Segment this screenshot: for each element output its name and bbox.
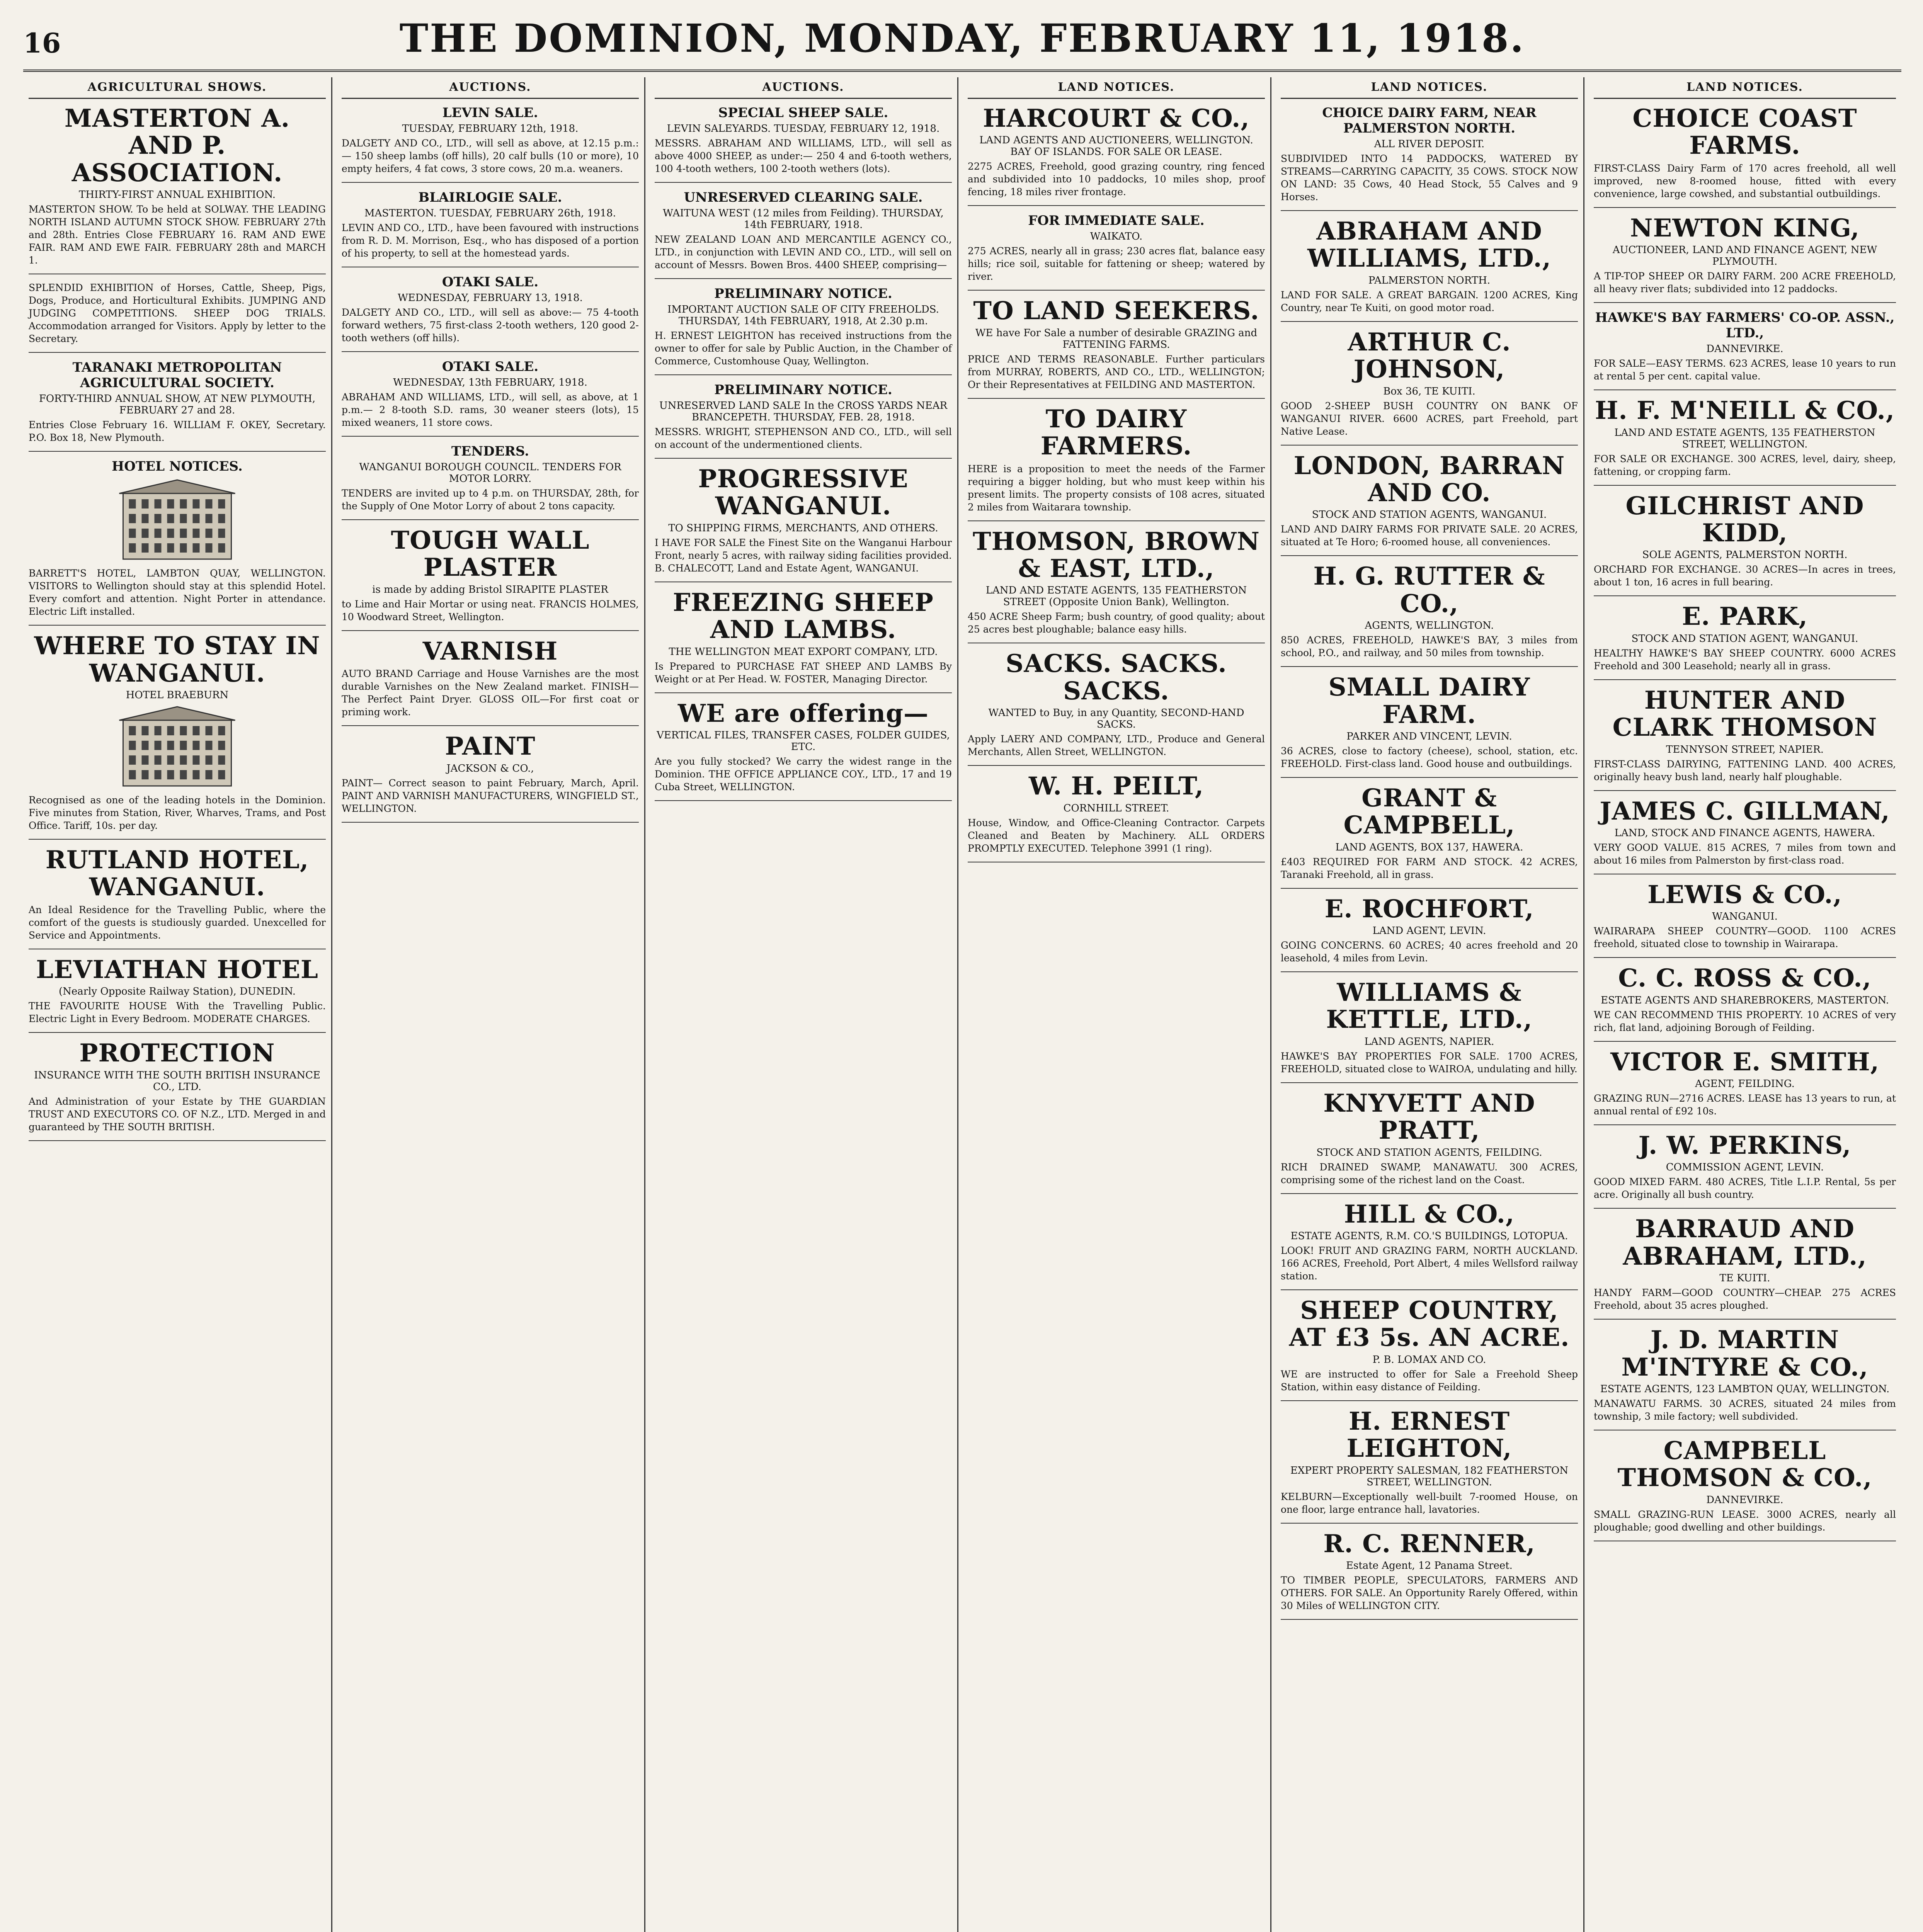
divider [1281, 777, 1578, 778]
ad-body: KELBURN—Exceptionally well-built 7-roomed House, on one floor, large entrance hall, lavatories. [1281, 1491, 1578, 1515]
ad-title: THOMSON, BROWN & EAST, LTD., [972, 527, 1260, 583]
advertisement [1594, 493, 1896, 597]
divider [1594, 790, 1896, 791]
divider [1281, 971, 1578, 972]
ad-title: BARRAUD AND ABRAHAM, LTD., [1623, 1214, 1867, 1271]
ad-body: HAWKE'S BAY PROPERTIES FOR SALE. 1700 ACRES, FREEHOLD, situated close to WAIROA, undulating and hilly. [1281, 1050, 1578, 1075]
ad-subtitle: LAND AND ESTATE AGENTS, 135 FEATHERSTON STREET, WELLINGTON. [1614, 427, 1875, 450]
advertisement [1281, 452, 1578, 556]
ad-body: FOR SALE OR EXCHANGE. 300 ACRES, level, dairy, sheep, fattening, or cropping farm. [1594, 453, 1896, 477]
ad-subtitle: AGENTS, WELLINGTON. [1365, 620, 1494, 632]
ad-title: WHERE TO STAY IN WANGANUI. [34, 631, 320, 688]
divider [968, 290, 1265, 291]
divider [1281, 888, 1578, 889]
ad-body: 275 ACRES, nearly all in grass; 230 acres flat, balance easy hills; rice soil, suitable for fattening or sheep; watered by river. [968, 245, 1265, 282]
ad-body: And Administration of your Estate by THE GUARDIAN TRUST AND EXECUTORS CO. OF N.Z., LTD. Merged in and guaranteed by THE SOUTH BRITISH. [29, 1095, 326, 1133]
ad-title: KNYVETT AND PRATT, [1323, 1088, 1535, 1145]
ad-title: SHEEP COUNTRY, AT £3 5s. AN ACRE. [1289, 1296, 1570, 1352]
advertisement [1594, 1437, 1896, 1541]
ad-body: 2275 ACRES, Freehold, good grazing country, ring fenced and subdivided into 10 paddocks, 10 miles shop, proof fencing, 18 miles river frontage. [968, 161, 1265, 198]
ad-body: An Ideal Residence for the Travelling Public, where the comfort of the guests is studiously guarded. Unexcelled for Service and Appointments. [29, 904, 326, 941]
ad-title: TENDERS. [451, 444, 529, 459]
advertisement [1281, 1201, 1578, 1290]
ad-title: PAINT [445, 732, 536, 761]
ad-title: SACKS. SACKS. SACKS. [1006, 649, 1227, 706]
ad-title: BLAIRLOGIE SALE. [418, 190, 562, 205]
ad-subtitle: CORNHILL STREET. [1063, 802, 1169, 814]
ad-title: MASTERTON A. AND P. ASSOCIATION. [64, 104, 290, 187]
ad-body: LEVIN AND CO., LTD., have been favoured with instructions from R. D. M. Morrison, Esq., who has disposed of a portion of his property, to sell at the homestead yards. [342, 222, 639, 259]
ad-subtitle: P. B. LOMAX AND CO. [1372, 1354, 1486, 1366]
columns [23, 77, 1901, 1932]
ad-title: HARCOURT & CO., [983, 104, 1250, 133]
advertisement [29, 956, 326, 1033]
ad-body: THE FAVOURITE HOUSE With the Travelling Public. Electric Light in Every Bedroom. MODERATE CHARGES. [29, 1000, 326, 1025]
advertisement [1281, 1090, 1578, 1194]
divider [655, 278, 952, 279]
advertisement [1594, 965, 1896, 1041]
ad-title: TO DAIRY FARMERS. [1040, 404, 1192, 461]
ad-subtitle: WEDNESDAY, FEBRUARY 13, 1918. [398, 292, 583, 304]
advertisement [29, 105, 326, 274]
column-2 [336, 77, 645, 1932]
advertisement [655, 382, 952, 459]
advertisement [1281, 105, 1578, 211]
divider [1281, 1193, 1578, 1194]
advertisement [342, 638, 639, 726]
ad-title: CHOICE DAIRY FARM, NEAR PALMERSTON NORTH. [1322, 105, 1537, 136]
ad-body: ORCHARD FOR EXCHANGE. 30 ACRES—In acres in trees, about 1 ton, 16 acres in full bearing. [1594, 564, 1896, 588]
divider [1594, 1124, 1896, 1125]
ad-body: NEW ZEALAND LOAN AND MERCANTILE AGENCY CO., LTD., in conjunction with LEVIN AND CO., LTD., will sell on account of Messrs. Bowen Bros. 4400 SHEEP, comprising— [655, 234, 952, 270]
ad-body: HEALTHY HAWKE'S BAY SHEEP COUNTRY. 6000 ACRES Freehold and 300 Leasehold; nearly all in grass. [1594, 647, 1896, 672]
ad-body: BARRETT'S HOTEL, LAMBTON QUAY, WELLINGTON. VISITORS to Wellington should stay at this splendid Hotel. Every comfort and attention. Night Porter in attendance. Electric Lift installed. [29, 568, 326, 617]
divider [342, 436, 639, 437]
ad-subtitle: STOCK AND STATION AGENTS, WANGANUI. [1312, 509, 1547, 521]
ad-subtitle: LAND, STOCK AND FINANCE AGENTS, HAWERA. [1614, 827, 1875, 839]
divider [29, 839, 326, 840]
divider [655, 692, 952, 693]
ad-body: PAINT— Correct season to paint February, March, April. PAINT AND VARNISH MANUFACTURERS, WINGFIELD ST., WELLINGTON. [342, 777, 639, 814]
divider [1281, 555, 1578, 556]
advertisement [1594, 798, 1896, 874]
ad-body: WE CAN RECOMMEND THIS PROPERTY. 10 ACRES of very rich, flat land, adjoining Borough of Feilding. [1594, 1009, 1896, 1033]
ad-subtitle: STOCK AND STATION AGENTS, FEILDING. [1316, 1146, 1542, 1158]
column-heading: LAND NOTICES. [1281, 77, 1578, 99]
ad-body: LAND FOR SALE. A GREAT BARGAIN. 1200 ACRES, King Country, near Te Kuiti, on good motor road. [1281, 289, 1578, 313]
advertisement [655, 105, 952, 183]
advertisement [29, 459, 326, 626]
column-heading: LAND NOTICES. [968, 77, 1265, 99]
advertisement [968, 105, 1265, 206]
divider [342, 725, 639, 726]
advertisement [655, 286, 952, 375]
ad-body: FIRST-CLASS Dairy Farm of 170 acres freehold, all well improved, new 8-roomed house, fitted with every convenience, large cowshed, and substantial outbuildings. [1594, 162, 1896, 199]
ad-body: 450 ACRE Sheep Farm; bush country, of good quality; about 25 acres best ploughable; balance easy hills. [968, 611, 1265, 635]
advertisement [968, 773, 1265, 862]
ad-subtitle: is made by adding Bristol SIRAPITE PLASTER [372, 583, 608, 595]
ad-body: HERE is a proposition to meet the needs of the Farmer requiring a bigger holding, but who must keep within his present limits. The property consists of 108 acres, situated 2 miles from Waitarara township. [968, 463, 1265, 513]
ad-body: H. ERNEST LEIGHTON has received instructions from the owner to offer for sale by Public Auction, in the Chamber of Commerce, Customhouse Quay, Wellington. [655, 330, 952, 367]
ad-subtitle: Estate Agent, 12 Panama Street. [1346, 1560, 1513, 1571]
ad-subtitle: AUCTIONEER, LAND AND FINANCE AGENT, NEW PLYMOUTH. [1612, 244, 1877, 268]
divider [655, 800, 952, 801]
ad-title: OTAKI SALE. [442, 274, 539, 290]
column-heading: LAND NOTICES. [1594, 77, 1896, 99]
column-5 [1275, 77, 1584, 1932]
ad-subtitle: WANGANUI BOROUGH COUNCIL. TENDERS FOR MOTOR LORRY. [359, 461, 621, 485]
advertisement [1594, 1049, 1896, 1125]
advertisement [29, 1040, 326, 1141]
divider [29, 1032, 326, 1033]
ad-title: CHOICE COAST FARMS. [1632, 104, 1857, 160]
ad-body: GRAZING RUN—2716 ACRES. LEASE has 13 years to run, at annual rental of £92 10s. [1594, 1093, 1896, 1117]
ad-title: PROGRESSIVE WANGANUI. [698, 464, 909, 521]
ad-title: HOTEL NOTICES. [112, 459, 243, 474]
ad-body: MESSRS. ABRAHAM AND WILLIAMS, LTD., will sell as above 4000 SHEEP, as under:— 250 4 and 6-tooth wethers, 100 4-tooth wethers, 100 2-tooth wethers (lots). [655, 138, 952, 174]
divider [1594, 1208, 1896, 1209]
ad-title: WE are offering— [678, 699, 929, 728]
advertisement [1281, 1531, 1578, 1620]
divider [1281, 321, 1578, 322]
ad-body: DALGETY AND CO., LTD., will sell as above, at 12.15 p.m.:— 150 sheep lambs (off hills), 20 calf bulls (10 or more), 10 empty heifers, 4 fat cows, 3 store cows, 20 m.a. weaners. [342, 138, 639, 174]
ad-subtitle: WE have For Sale a number of desirable GRAZING and FATTENING FARMS. [975, 327, 1258, 350]
ad-title: H. F. M'NEILL & CO., [1595, 396, 1895, 425]
divider [29, 625, 326, 626]
advertisement [1594, 687, 1896, 791]
ad-title: LONDON, BARRAN AND CO. [1293, 451, 1565, 507]
ad-subtitle: INSURANCE WITH THE SOUTH BRITISH INSURANCE CO., LTD. [34, 1069, 320, 1093]
ad-subtitle: WEDNESDAY, 13th FEBRUARY, 1918. [393, 377, 587, 388]
ad-body: LAND AND DAIRY FARMS FOR PRIVATE SALE. 20 ACRES, situated at Te Horo; 6-roomed house, all conveniences. [1281, 524, 1578, 548]
divider [968, 765, 1265, 766]
column-heading: AUCTIONS. [655, 77, 952, 99]
hotel-building-illustration [29, 705, 326, 790]
ad-subtitle: AGENT, FEILDING. [1695, 1078, 1795, 1090]
ad-body: GOOD MIXED FARM. 480 ACRES, Title L.I.P. Rental, 5s per acre. Originally all bush country. [1594, 1176, 1896, 1201]
ad-body: TENDERS are invited up to 4 p.m. on THURSDAY, 28th, for the Supply of One Motor Lorry of about 2 tons capacity. [342, 488, 639, 512]
newspaper-title: THE DOMINION, MONDAY, FEBRUARY 11, 1918. [399, 15, 1525, 61]
ad-body: 850 ACRES, FREEHOLD, HAWKE'S BAY, 3 miles from school, P.O., and railway, and 50 miles from township. [1281, 634, 1578, 659]
divider [1281, 666, 1578, 667]
ad-title: WILLIAMS & KETTLE, LTD., [1326, 978, 1533, 1034]
ad-subtitle: WANTED to Buy, in any Quantity, SECOND-HAND SACKS. [988, 707, 1244, 731]
ad-title: LEVIN SALE. [442, 105, 538, 121]
divider [342, 822, 639, 823]
column-3 [649, 77, 958, 1932]
ad-title: LEWIS & CO., [1647, 880, 1842, 909]
divider [655, 182, 952, 183]
advertisement [655, 466, 952, 582]
divider [1281, 1289, 1578, 1290]
divider [1594, 1319, 1896, 1320]
advertisement [1281, 785, 1578, 889]
advertisement [29, 360, 326, 452]
advertisement [342, 527, 639, 631]
ad-title: PRELIMINARY NOTICE. [714, 286, 892, 301]
page-number: 16 [23, 27, 61, 59]
divider [968, 398, 1265, 399]
ad-title: VICTOR E. SMITH, [1610, 1047, 1880, 1077]
ad-body: ABRAHAM AND WILLIAMS, LTD., will sell, as above, at 1 p.m.— 2 8-tooth S.D. rams, 30 weaner steers (lots), 15 mixed weaners, 11 store cows. [342, 391, 639, 428]
advertisement [342, 359, 639, 437]
advertisement [968, 528, 1265, 644]
advertisement [1594, 1327, 1896, 1430]
ad-body: £403 REQUIRED FOR FARM AND STOCK. 42 ACRES, Taranaki Freehold, all in grass. [1281, 856, 1578, 880]
advertisement [655, 700, 952, 801]
ad-subtitle: FORTY-THIRD ANNUAL SHOW, AT NEW PLYMOUTH, FEBRUARY 27 and 28. [39, 393, 316, 417]
ad-title: TO LAND SEEKERS. [973, 296, 1259, 326]
ad-subtitle: STOCK AND STATION AGENT, WANGANUI. [1631, 633, 1858, 645]
ad-title: LEVIATHAN HOTEL [36, 955, 318, 984]
ad-subtitle: IMPORTANT AUCTION SALE OF CITY FREEHOLDS. THURSDAY, 14th FEBRUARY, 1918, At 2.30 p.m. [667, 304, 939, 327]
divider [968, 205, 1265, 206]
advertisement [1281, 563, 1578, 667]
ad-title: TARANAKI METROPOLITAN AGRICULTURAL SOCIETY. [72, 360, 282, 391]
ad-body: SPLENDID EXHIBITION of Horses, Cattle, Sheep, Pigs, Dogs, Produce, and Horticultural Exhibits. JUMPING AND JUDGING COMPETITIONS. SHEEP DOG TRIALS. Accommodation arranged for Visitors. Apply by letter to the Secretary. [29, 282, 326, 345]
divider [655, 458, 952, 459]
ad-title: VARNISH [422, 636, 558, 666]
ad-subtitle: SOLE AGENTS, PALMERSTON NORTH. [1642, 549, 1848, 561]
ad-title: R. C. RENNER, [1323, 1529, 1535, 1558]
masthead [23, 12, 1901, 72]
advertisement [1281, 218, 1578, 322]
advertisement [342, 105, 639, 183]
ad-title: FREEZING SHEEP AND LAMBS. [673, 588, 934, 645]
divider [968, 520, 1265, 521]
advertisement [1594, 1132, 1896, 1209]
ad-body: House, Window, and Office-Cleaning Contractor. Carpets Cleaned and Beaten by Machinery. ALL ORDERS PROMPTLY EXECUTED. Telephone 3991 (1 ring). [968, 817, 1265, 854]
ad-subtitle: TE KUITI. [1719, 1272, 1770, 1284]
advertisement [1594, 603, 1896, 680]
column-6 [1588, 77, 1901, 1932]
ad-body: TO TIMBER PEOPLE, SPECULATORS, FARMERS AND OTHERS. FOR SALE. An Opportunity Rarely Offered, within 30 Miles of WELLINGTON CITY. [1281, 1574, 1578, 1611]
ad-subtitle: VERTICAL FILES, TRANSFER CASES, FOLDER GUIDES, ETC. [657, 729, 950, 753]
ad-title: CAMPBELL THOMSON & CO., [1617, 1436, 1872, 1493]
divider [342, 182, 639, 183]
advertisement [655, 589, 952, 693]
ad-body: MESSRS. WRIGHT, STEPHENSON AND CO., LTD., will sell on account of the undermentioned clients. [655, 426, 952, 450]
ad-subtitle: LAND AGENTS, NAPIER. [1364, 1036, 1494, 1048]
ad-subtitle: HOTEL BRAEBURN [126, 689, 229, 701]
divider [1281, 1400, 1578, 1401]
ad-title: HUNTER AND CLARK THOMSON [1612, 685, 1877, 742]
ad-subtitle: LEVIN SALEYARDS. TUESDAY, FEBRUARY 12, 1918. [667, 123, 940, 134]
divider [1281, 445, 1578, 446]
divider [342, 351, 639, 352]
ad-body: FOR SALE—EASY TERMS. 623 ACRES, lease 10 years to run at rental 5 per cent. capital value. [1594, 358, 1896, 382]
divider [342, 519, 639, 520]
ad-title: SPECIAL SHEEP SALE. [718, 105, 888, 121]
ad-subtitle: WAITUNA WEST (12 miles from Feilding). THURSDAY, 14th FEBRUARY, 1918. [663, 207, 944, 231]
ad-title: TOUGH WALL PLASTER [391, 526, 590, 582]
ad-body: RICH DRAINED SWAMP, MANAWATU. 300 ACRES, comprising some of the richest land on the Coast. [1281, 1161, 1578, 1185]
advertisement [342, 190, 639, 267]
ad-title: H. G. RUTTER & CO., [1313, 562, 1545, 618]
ad-subtitle: (Nearly Opposite Railway Station), DUNEDIN. [58, 986, 296, 998]
ad-subtitle: EXPERT PROPERTY SALESMAN, 182 FEATHERSTON STREET, WELLINGTON. [1290, 1464, 1569, 1488]
divider [1281, 1523, 1578, 1524]
ad-body: DALGETY AND CO., LTD., will sell as above:— 75 4-tooth forward wethers, 75 first-class 2-tooth wethers, 120 good 2-tooth wethers (off hills). [342, 307, 639, 344]
ad-body: Are you fully stocked? We carry the widest range in the Dominion. THE OFFICE APPLIANCE COY., LTD., 17 and 19 Cuba Street, WELLINGTON. [655, 755, 952, 793]
ad-body: AUTO BRAND Carriage and House Varnishes are the most durable Varnishes on the New Zealand market. FINISH—The Perfect Paint Dryer. GLOSS OIL—For first coat or priming work. [342, 668, 639, 718]
ad-subtitle: TUESDAY, FEBRUARY 12th, 1918. [402, 123, 579, 134]
hotel-building-illustration [29, 478, 326, 563]
divider [1281, 210, 1578, 211]
ad-title: E. PARK, [1682, 602, 1808, 631]
ad-title: ARTHUR C. JOHNSON, [1348, 327, 1511, 384]
divider [29, 1140, 326, 1141]
ad-body: HANDY FARM—GOOD COUNTRY—CHEAP. 275 ACRES Freehold, about 35 acres ploughed. [1594, 1287, 1896, 1311]
ad-subtitle: PALMERSTON NORTH. [1368, 274, 1491, 286]
ad-subtitle: ESTATE AGENTS AND SHAREBROKERS, MASTERTON. [1601, 994, 1889, 1006]
ad-subtitle: THIRTY-FIRST ANNUAL EXHIBITION. [79, 189, 276, 201]
advertisement [968, 406, 1265, 521]
advertisement [655, 190, 952, 279]
ad-body: VERY GOOD VALUE. 815 ACRES, 7 miles from town and about 16 miles from Palmerston by first-class road. [1594, 842, 1896, 866]
ad-subtitle: TENNYSON STREET, NAPIER. [1666, 743, 1824, 755]
ad-body: Is Prepared to PURCHASE FAT SHEEP AND LAMBS By Weight or at Per Head. W. FOSTER, Managing Director. [655, 660, 952, 685]
divider [655, 374, 952, 375]
divider [1594, 207, 1896, 208]
advertisement [968, 298, 1265, 398]
ad-title: GILCHRIST AND KIDD, [1625, 491, 1864, 548]
advertisement [968, 650, 1265, 766]
ad-body: Entries Close February 16. WILLIAM F. OKEY, Secretary. P.O. Box 18, New Plymouth. [29, 419, 326, 444]
advertisement [1594, 215, 1896, 303]
divider [1594, 595, 1896, 596]
ad-body: SMALL GRAZING-RUN LEASE. 3000 ACRES, nearly all ploughable; good dwelling and other buildings. [1594, 1509, 1896, 1533]
advertisement [1281, 674, 1578, 778]
advertisement [1281, 1408, 1578, 1524]
ad-title: HILL & CO., [1344, 1199, 1515, 1229]
ad-title: C. C. ROSS & CO., [1618, 964, 1872, 993]
divider [1594, 302, 1896, 303]
divider [1594, 1041, 1896, 1042]
ad-subtitle: THE WELLINGTON MEAT EXPORT COMPANY, LTD. [669, 646, 938, 658]
ad-subtitle: LAND AND ESTATE AGENTS, 135 FEATHERSTON STREET (Opposite Union Bank), Wellington. [985, 585, 1247, 608]
ad-body: WAIRARAPA SHEEP COUNTRY—GOOD. 1100 ACRES freehold, situated close to township in Wairarapa. [1594, 925, 1896, 950]
ad-body: MASTERTON SHOW. To be held at SOLWAY. THE LEADING NORTH ISLAND AUTUMN STOCK SHOW. FEBRUARY 27th and 28th. Entries Close FEBRUARY 16. RAM AND EWE FAIR. RAM AND EWE FAIR. FEBRUARY 28th and MARCH 1. [29, 204, 326, 266]
ad-subtitle: ALL RIVER DEPOSIT. [1374, 138, 1485, 150]
ad-body: FIRST-CLASS DAIRYING, FATTENING LAND. 400 ACRES, originally heavy bush land, nearly half ploughable. [1594, 758, 1896, 782]
ad-title: W. H. PEILT, [1029, 772, 1204, 801]
divider [1594, 485, 1896, 486]
advertisement [1281, 329, 1578, 446]
divider [1594, 957, 1896, 958]
ad-subtitle: MASTERTON. TUESDAY, FEBRUARY 26th, 1918. [364, 207, 616, 219]
ad-title: OTAKI SALE. [442, 359, 539, 374]
ad-title: ABRAHAM AND WILLIAMS, LTD., [1307, 217, 1551, 273]
ad-body: A TIP-TOP SHEEP OR DAIRY FARM. 200 ACRE FREEHOLD, all heavy river flats; subdivided into 12 paddocks. [1594, 270, 1896, 295]
ad-subtitle: ESTATE AGENTS, 123 LAMBTON QUAY, WELLINGTON. [1600, 1383, 1890, 1395]
divider [342, 630, 639, 631]
ad-body: GOOD 2-SHEEP BUSH COUNTRY ON BANK OF WANGANUI RIVER. 6600 ACRES, part Freehold, part Native Lease. [1281, 400, 1578, 437]
ad-body: GOING CONCERNS. 60 ACRES; 40 acres freehold and 20 leasehold, 4 miles from Levin. [1281, 940, 1578, 964]
ad-title: E. ROCHFORT, [1324, 894, 1534, 923]
ad-subtitle: Box 36, TE KUITI. [1383, 385, 1475, 397]
advertisement [342, 444, 639, 520]
ad-title: J. D. MARTIN M'INTYRE & CO., [1621, 1325, 1869, 1382]
divider [1281, 1619, 1578, 1620]
advertisement [1594, 397, 1896, 485]
ad-title: PRELIMINARY NOTICE. [714, 382, 892, 398]
ad-subtitle: ESTATE AGENTS, R.M. CO.'S BUILDINGS, LOTOPUA. [1290, 1230, 1568, 1242]
ad-body: to Lime and Hair Mortar or using neat. FRANCIS HOLMES, 10 Woodward Street, Wellington. [342, 598, 639, 622]
ad-subtitle: UNRESERVED LAND SALE In the CROSS YARDS NEAR BRANCEPETH. THURSDAY, FEB. 28, 1918. [659, 400, 948, 423]
ad-subtitle: LAND AGENTS AND AUCTIONEERS, WELLINGTON. BAY OF ISLANDS. FOR SALE OR LEASE. [979, 134, 1253, 158]
ad-title: GRANT & CAMPBELL, [1343, 783, 1515, 840]
ad-subtitle: LAND AGENTS, BOX 137, HAWERA. [1335, 841, 1523, 853]
advertisement [1594, 310, 1896, 390]
ad-subtitle: WANGANUI. [1712, 911, 1778, 923]
advertisement [29, 281, 326, 353]
advertisement [1281, 979, 1578, 1083]
ad-subtitle: LAND AGENT, LEVIN. [1372, 925, 1486, 937]
ad-body: PRICE AND TERMS REASONABLE. Further particulars from MURRAY, ROBERTS, AND CO., LTD., WELLINGTON; Or their Representatives at FEILDING AND MASTERTON. [968, 353, 1265, 390]
ad-title: RUTLAND HOTEL, WANGANUI. [45, 845, 309, 902]
advertisement [1594, 105, 1896, 208]
ad-title: SMALL DAIRY FARM. [1328, 673, 1530, 729]
ad-body: Apply LAERY AND COMPANY, LTD., Produce and General Merchants, Allen Street, WELLINGTON. [968, 733, 1265, 758]
ad-body: LOOK! FRUIT AND GRAZING FARM, NORTH AUCKLAND. 166 ACRES, Freehold, Port Albert, 4 miles Wellsford railway station. [1281, 1245, 1578, 1282]
divider [1281, 1082, 1578, 1083]
column-1 [23, 77, 332, 1932]
ad-title: UNRESERVED CLEARING SALE. [684, 190, 923, 205]
advertisement [342, 733, 639, 822]
divider [1594, 389, 1896, 390]
ad-subtitle: DANNEVIRKE. [1706, 343, 1783, 355]
ad-body: Recognised as one of the leading hotels in the Dominion. Five minutes from Station, River, Wharves, Trams, and Post Office. Tariff, 10s. per day. [29, 794, 326, 831]
advertisement [1594, 1216, 1896, 1320]
column-heading: AGRICULTURAL SHOWS. [29, 77, 326, 99]
ad-subtitle: DANNEVIRKE. [1706, 1494, 1783, 1506]
ad-title: JAMES C. GILLMAN, [1600, 796, 1890, 826]
column-4 [962, 77, 1271, 1932]
ad-body: I HAVE FOR SALE the Finest Site on the Wanganui Harbour Front, nearly 5 acres, with railway siding facilities provided. B. CHALECOTT, Land and Estate Agent, WANGANUI. [655, 537, 952, 574]
ad-title: NEWTON KING, [1630, 213, 1860, 243]
advertisement [1281, 1297, 1578, 1401]
advertisement [968, 213, 1265, 291]
advertisement [1594, 881, 1896, 958]
ad-subtitle: TO SHIPPING FIRMS, MERCHANTS, AND OTHERS. [668, 522, 938, 534]
ad-subtitle: COMMISSION AGENT, LEVIN. [1666, 1162, 1824, 1173]
ad-title: H. ERNEST LEIGHTON, [1346, 1406, 1512, 1463]
divider [1594, 679, 1896, 680]
ad-title: FOR IMMEDIATE SALE. [1028, 213, 1205, 229]
ad-body: 36 ACRES, close to factory (cheese), school, station, etc. FREEHOLD. First-class land. Good house and outbuildings. [1281, 745, 1578, 769]
ad-title: HAWKE'S BAY FARMERS' CO-OP. ASSN., LTD., [1595, 310, 1895, 341]
divider [29, 352, 326, 353]
advertisement [29, 633, 326, 840]
advertisement [29, 847, 326, 949]
advertisement [1281, 896, 1578, 972]
advertisement [342, 274, 639, 352]
ad-title: J. W. PERKINS, [1638, 1131, 1852, 1160]
column-heading: AUCTIONS. [342, 77, 639, 99]
divider [29, 451, 326, 452]
ad-subtitle: WAIKATO. [1090, 231, 1143, 243]
ad-body: MANAWATU FARMS. 30 ACRES, situated 24 miles from township, 3 mile factory; well subdivided. [1594, 1398, 1896, 1422]
ad-body: WE are instructed to offer for Sale a Freehold Sheep Station, within easy distance of Feilding. [1281, 1368, 1578, 1393]
ad-subtitle: PARKER AND VINCENT, LEVIN. [1346, 730, 1512, 742]
ad-body: SUBDIVIDED INTO 14 PADDOCKS, WATERED BY STREAMS—CARRYING CAPACITY, 35 COWS. STOCK NOW ON LAND: 35 Cows, 40 Head Stock, 55 Calves and 9 Horses. [1281, 153, 1578, 202]
ad-subtitle: JACKSON & CO., [446, 762, 534, 774]
ad-title: PROTECTION [79, 1039, 275, 1068]
